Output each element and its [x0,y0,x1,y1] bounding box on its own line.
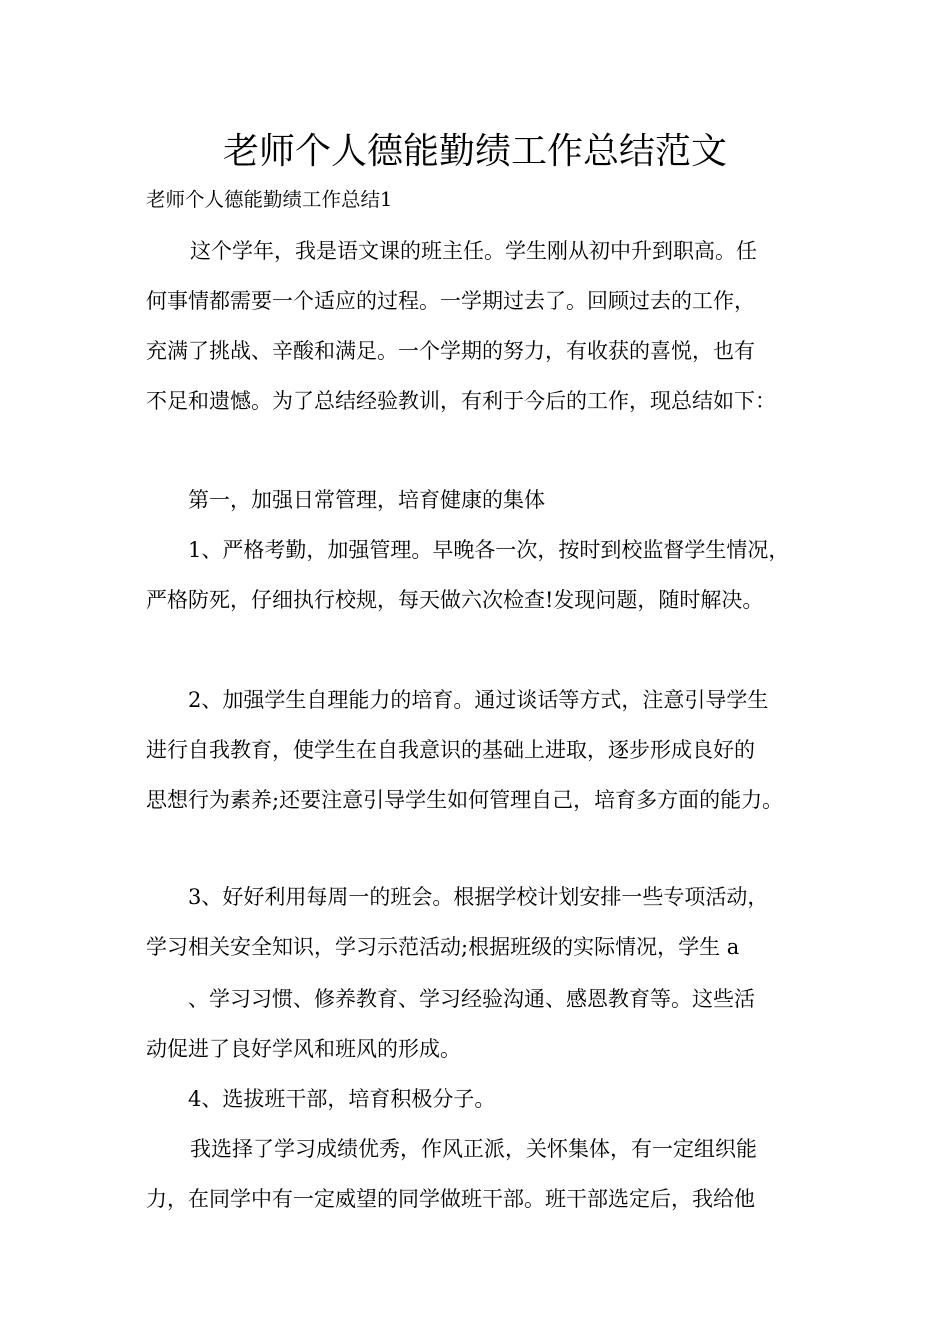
section-heading: 老师个人德能勤绩工作总结1 [146,188,393,211]
text-line: 2、加强学生自理能力的培育。通过谈话等方式，注意引导学生 [188,688,769,712]
text-line: 第一，加强日常管理，培育健康的集体 [188,488,545,512]
text-line: 不足和遗憾。为了总结经验教训，有利于今后的工作，现总结如下： [146,389,776,413]
text-line: 这个学年，我是语文课的班主任。学生刚从初中升到职高。任 [190,239,757,263]
text-line: 1、严格考勤，加强管理。早晚各一次，按时到校监督学生情况， [188,538,790,562]
text-line: 何事情都需要一个适应的过程。一学期过去了。回顾过去的工作， [146,289,755,313]
text-line: 进行自我教育，使学生在自我意识的基础上进取，逐步形成良好的 [146,738,755,762]
text-line: 3、好好利用每周一的班会。根据学校计划安排一些专项活动， [188,885,769,909]
text-line: 充满了挑战、辛酸和满足。一个学期的努力，有收获的喜悦，也有 [146,339,755,363]
text-line: 我选择了学习成绩优秀，作风正派，关怀集体，有一定组织能 [190,1137,757,1161]
text-line: 学习相关安全知识，学习示范活动;根据班级的实际情况，学生 a [146,935,740,959]
text-line: 4、选拔班干部，培育积极分子。 [188,1087,496,1111]
text-line: 思想行为素养;还要注意引导学生如何管理自己，培育多方面的能力。 [146,788,784,812]
text-line: 动促进了良好学风和班风的形成。 [146,1037,461,1061]
document-title: 老师个人德能勤绩工作总结范文 [222,131,727,172]
text-line: 力，在同学中有一定威望的同学做班干部。班干部选定后，我给他 [146,1187,755,1211]
text-line: 严格防死，仔细执行校规，每天做六次检查!发现问题，随时解决。 [146,588,764,612]
text-line: 、学习习惯、修养教育、学习经验沟通、感恩教育等。这些活 [188,987,755,1011]
